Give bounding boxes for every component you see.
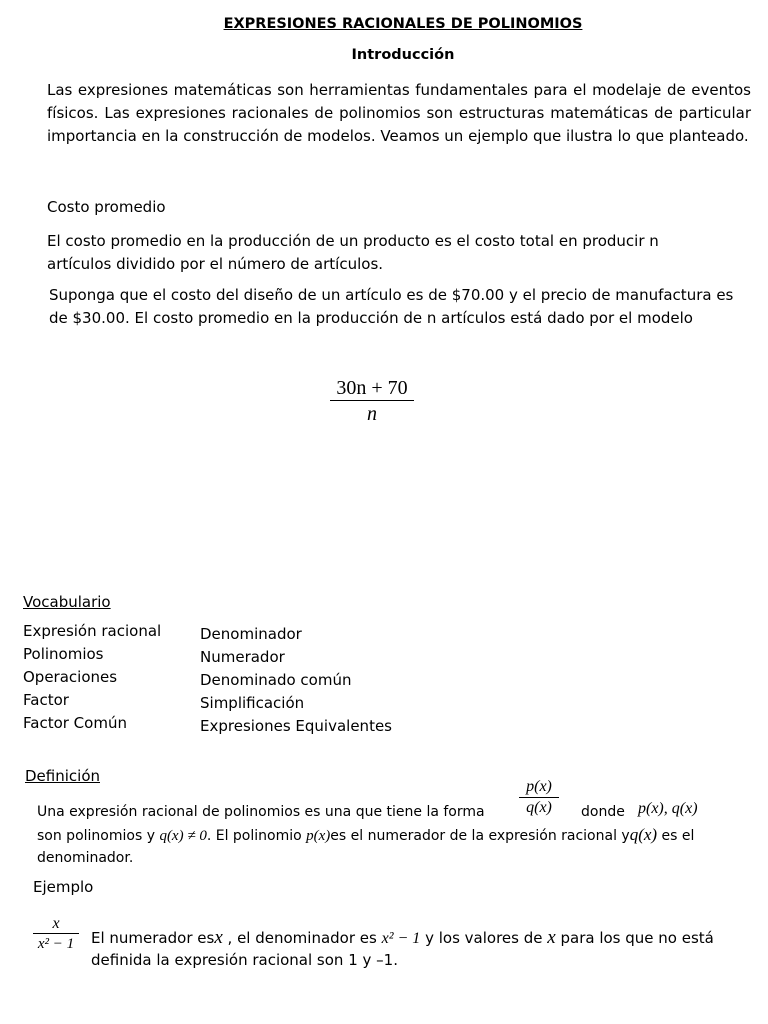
ejemplo-den-math: x² − 1 bbox=[381, 930, 421, 947]
vocab-item: Factor bbox=[23, 691, 69, 709]
definicion-pq: p(x), q(x) bbox=[638, 800, 698, 817]
vocab-item: Factor Común bbox=[23, 714, 127, 732]
intro-paragraph: Las expresiones matemáticas son herramientas fundamentales para el modelaje de eventos físicos. Las expresiones racionales de polinomios son estructuras matemáticas de particular importancia en la construcción de modelos. Veamos un ejemplo que ilustra lo que planteado. bbox=[47, 81, 751, 145]
vocab-item: Denominador bbox=[200, 625, 302, 643]
cost-formula bbox=[330, 376, 414, 427]
costo-paragraph-2: Suponga que el costo del diseño de un artículo es de $70.00 y el precio de manufactura es de $30.00. El costo promedio en la producción de n artículos está dado por el modelo bbox=[49, 286, 734, 327]
definicion-donde: donde bbox=[581, 804, 625, 820]
cost-formula-numerator: 30n + 70 bbox=[336, 377, 408, 399]
definicion-q-neq-zero: q(x) ≠ 0 bbox=[159, 828, 207, 844]
vocab-item: Expresiones Equivalentes bbox=[200, 717, 392, 735]
vocab-item: Polinomios bbox=[23, 645, 104, 663]
definition-fraction-den: q(x) bbox=[526, 799, 552, 816]
ejemplo-line-2: definida la expresión racional son 1 y –1. bbox=[91, 951, 398, 969]
definicion-line-1: Una expresión racional de polinomios es una que tiene la forma bbox=[37, 804, 485, 820]
cost-formula-denominator: n bbox=[367, 403, 377, 425]
definicion-line-2 bbox=[37, 825, 694, 846]
vocab-item: Expresión racional bbox=[23, 622, 162, 640]
definicion-line-3: denominador. bbox=[37, 850, 134, 866]
vocab-list-left bbox=[23, 620, 161, 735]
ejemplo-text-d: para los que no está bbox=[560, 929, 714, 947]
definicion-line-2c: es el numerador de la expresión racional y bbox=[330, 828, 630, 844]
vocab-item: Simplificación bbox=[200, 694, 305, 712]
vocabulario-heading: Vocabulario bbox=[23, 593, 111, 611]
definicion-q-math: q(x) bbox=[629, 825, 658, 844]
ejemplo-text-c: y los valores de bbox=[425, 929, 543, 947]
vocab-item: Numerador bbox=[200, 648, 285, 666]
ejemplo-line-1 bbox=[91, 926, 714, 950]
definition-fraction bbox=[519, 777, 559, 818]
ejemplo-text-a: El numerador es bbox=[91, 929, 215, 947]
ejemplo-x-2: x bbox=[547, 927, 556, 948]
vocab-item: Denominado común bbox=[200, 671, 352, 689]
definicion-p-math: p(x) bbox=[306, 828, 331, 844]
vocab-list-right bbox=[200, 623, 392, 738]
definicion-line-2d: es el bbox=[661, 828, 695, 844]
ejemplo-x-1: x bbox=[214, 927, 223, 948]
definicion-heading: Definición bbox=[25, 767, 100, 785]
costo-heading: Costo promedio bbox=[47, 198, 166, 216]
vocab-item: Operaciones bbox=[23, 668, 118, 686]
page-title: EXPRESIONES RACIONALES DE POLINOMIOS bbox=[223, 16, 583, 32]
ejemplo-text-b: , el denominador es bbox=[227, 929, 377, 947]
ejemplo-fraction-num: x bbox=[52, 915, 60, 932]
section-subtitle: Introducción bbox=[351, 47, 455, 63]
costo-paragraph-1: El costo promedio en la producción de un producto es el costo total en producir n artículos dividido por el número de artículos. bbox=[47, 232, 659, 273]
definicion-line-2b: . El polinomio bbox=[206, 828, 302, 844]
ejemplo-fraction bbox=[33, 915, 79, 954]
definicion-line-2a: son polinomios y bbox=[37, 828, 155, 844]
ejemplo-fraction-den: x² − 1 bbox=[37, 936, 75, 952]
definition-fraction-num: p(x) bbox=[526, 778, 552, 795]
ejemplo-heading: Ejemplo bbox=[33, 878, 94, 896]
